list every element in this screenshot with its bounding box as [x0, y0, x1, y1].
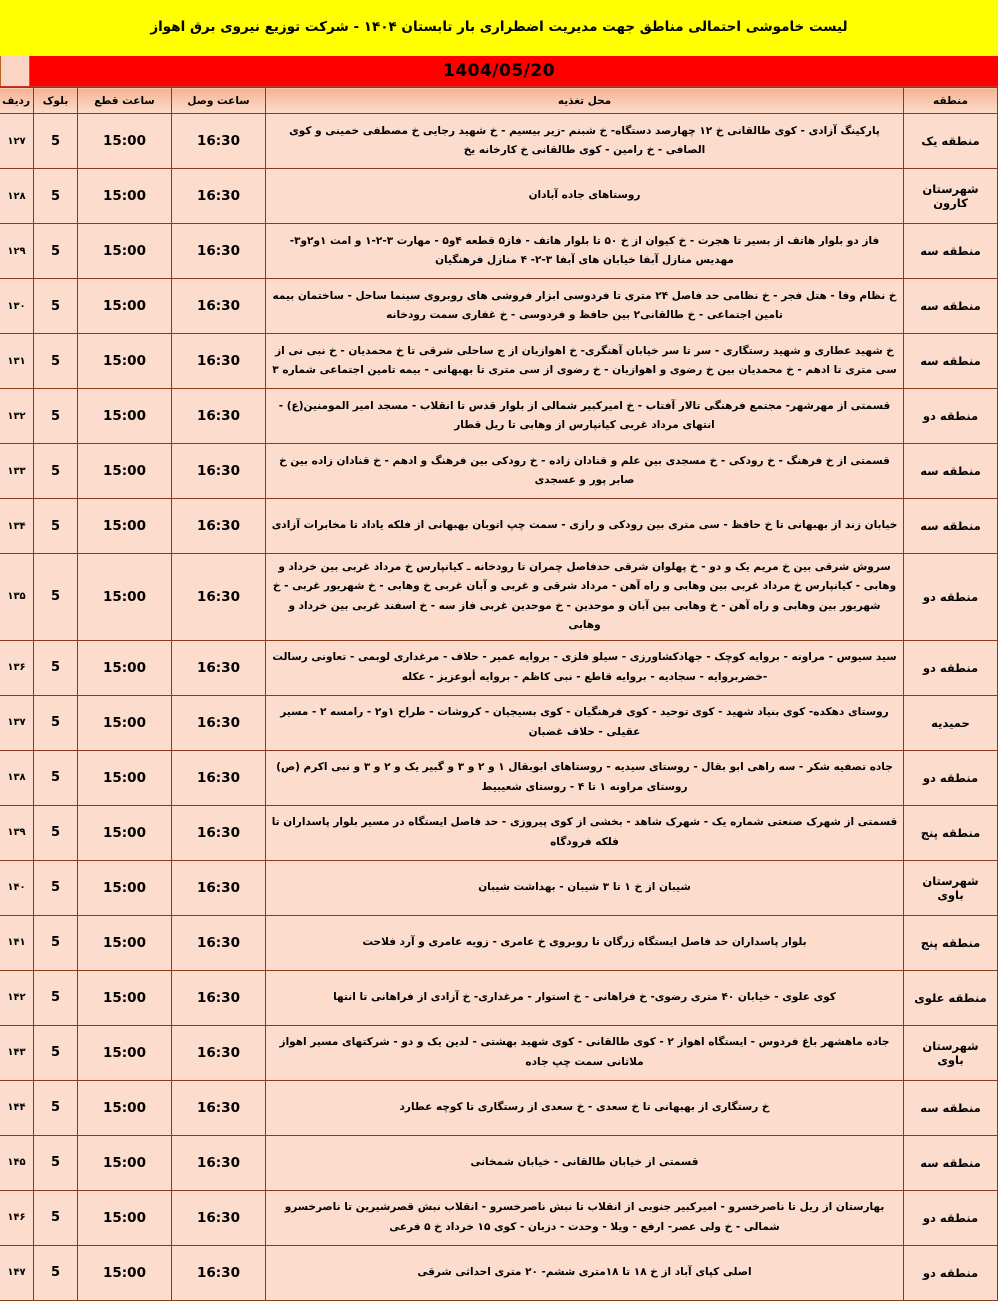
table-row — [0, 805, 998, 860]
cell-radif: ۱۲۸ — [0, 169, 34, 224]
table-row — [0, 334, 998, 389]
cell-place: قسمتی از خ فرهنگ - خ رودکی - خ مسجدی بین علم و قنادان زاده - خ رودکی بین فرهنگ و ادهم - خ قنادان زاده بین خ صابر پور و عسجدی — [266, 444, 904, 499]
cell-restore-time: 16:30 — [172, 860, 266, 915]
schedule-date: 1404/05/20 — [442, 61, 556, 81]
cell-block: 5 — [34, 1025, 78, 1080]
cell-place: جاده ماهشهر باغ فردوس - ایستگاه اهواز ۲ - کوی طالقانی - کوی شهید بهشتی - لدین یک و دو - شرکتهای مسیر اهواز ملاثانی سمت چپ جاده — [266, 1025, 904, 1080]
cell-cut-time: 15:00 — [78, 860, 172, 915]
table-row — [0, 640, 998, 695]
column-header-radif: ردیف — [0, 88, 34, 114]
cell-place: شیبان از خ ۱ تا ۳ شیبان - بهداشت شیبان — [266, 860, 904, 915]
cell-place: روستای دهکده- کوی بنیاد شهید - کوی توحید - کوی فرهنگیان - کوی بسیجیان - کروشات - طراح ۱و۲ - رامسه ۲ - مسیر عقیلی - حلاف غضبان — [266, 695, 904, 750]
cell-region: منطقه دو — [904, 554, 998, 641]
cell-restore-time: 16:30 — [172, 169, 266, 224]
cell-restore-time: 16:30 — [172, 1245, 266, 1300]
cell-block: 5 — [34, 750, 78, 805]
cell-place: خ رستگاری از بهبهانی تا خ سعدی - خ سعدی از رستگاری تا کوچه عطارد — [266, 1080, 904, 1135]
cell-place: فاز دو بلوار هاتف از بسیر تا هجرت - خ کیوان از خ ۵۰ تا بلوار هاتف - فاز۵ قطعه ۴و۵ - مهارت ۳-۲-۱ و امت ۱و۲و۳- مهدیس منازل آبفا خیابان های آبفا ۳-۲- ۴ منازل فرهنگیان — [266, 224, 904, 279]
cell-radif: ۱۴۱ — [0, 915, 34, 970]
cell-radif: ۱۳۸ — [0, 750, 34, 805]
cell-place: سروش شرقی بین خ مریم یک و دو - خ پهلوان شرقی حدفاصل چمران تا رودخانه ـ کیانپارس خ مرداد غربی بین خرداد و وهابی - کیانپارس خ مرداد غربی بین وهابی و راه آهن - مرداد شرقی و غربی و آبان غربی خ وهابی - خ شهریور غربی - خ شهریور بین وهابی و راه آهن - خ وهابی بین آبان و موحدین - خ موحدین غربی فاز سه - خ اسفند غربی بین خرداد و وهابی — [266, 554, 904, 641]
cell-cut-time: 15:00 — [78, 1135, 172, 1190]
cell-cut-time: 15:00 — [78, 1080, 172, 1135]
cell-cut-time: 15:00 — [78, 224, 172, 279]
cell-region: شهرستان باوی — [904, 1025, 998, 1080]
cell-cut-time: 15:00 — [78, 805, 172, 860]
cell-restore-time: 16:30 — [172, 1025, 266, 1080]
table-row — [0, 499, 998, 554]
cell-cut-time: 15:00 — [78, 750, 172, 805]
cell-place: خیابان زند از بهبهانی تا خ حافظ - سی متری بین رودکی و رازی - سمت چپ اتوبان بهبهانی از فلکه یاداد تا مخابرات آزادی — [266, 499, 904, 554]
table-row — [0, 554, 998, 641]
cell-restore-time: 16:30 — [172, 805, 266, 860]
cell-cut-time: 15:00 — [78, 114, 172, 169]
cell-cut-time: 15:00 — [78, 640, 172, 695]
cell-region: منطقه دو — [904, 389, 998, 444]
cell-cut-time: 15:00 — [78, 444, 172, 499]
cell-place: اصلی کپای آباد از خ ۱۸ تا ۱۸متری ششم- ۲۰ متری احداثی شرقی — [266, 1245, 904, 1300]
table-row — [0, 444, 998, 499]
cell-radif: ۱۳۵ — [0, 554, 34, 641]
cell-place: روستاهای جاده آبادان — [266, 169, 904, 224]
table-row — [0, 750, 998, 805]
table-row — [0, 114, 998, 169]
cell-radif: ۱۳۲ — [0, 389, 34, 444]
cell-radif: ۱۴۳ — [0, 1025, 34, 1080]
cell-region: منطقه سه — [904, 279, 998, 334]
cell-block: 5 — [34, 1190, 78, 1245]
cell-block: 5 — [34, 805, 78, 860]
cell-place: بلوار پاسداران حد فاصل ایستگاه زرگان تا روبروی خ عامری - زویه عامری و آرد فلاحت — [266, 915, 904, 970]
cell-region: منطقه پنج — [904, 805, 998, 860]
cell-radif: ۱۳۶ — [0, 640, 34, 695]
page-title: لیست خاموشی احتمالی مناطق جهت مدیریت اضطراری بار تابستان ۱۴۰۴ - شرکت توزیع نیروی برق اهواز — [150, 19, 848, 36]
cell-block: 5 — [34, 915, 78, 970]
cell-place: قسمتی از مهرشهر- مجتمع فرهنگی تالار آفتاب - خ امیرکبیر شمالی از بلوار قدس تا انقلاب - مسجد امیر المومنین(ع) - انتهای مرداد غربی کیانپارس از وهابی تا ریل قطار — [266, 389, 904, 444]
table-row — [0, 224, 998, 279]
cell-cut-time: 15:00 — [78, 695, 172, 750]
cell-place: کوی علوی - خیابان ۴۰ متری رضوی- خ فراهانی - خ استوار - مرغداری- خ آزادی از فراهانی تا انتها — [266, 970, 904, 1025]
cell-place: خ نظام وفا - هتل فجر - خ نظامی حد فاصل ۲۴ متری تا فردوسی ابزار فروشی های روبروی سینما ساحل - ساختمان بیمه تامین اجتماعی - خ طالقانی۲ بین حافظ و فردوسی - خ غفاری سمت رودخانه — [266, 279, 904, 334]
cell-restore-time: 16:30 — [172, 334, 266, 389]
cell-radif: ۱۳۷ — [0, 695, 34, 750]
cell-region: منطقه دو — [904, 640, 998, 695]
cell-region: منطقه دو — [904, 750, 998, 805]
cell-radif: ۱۳۴ — [0, 499, 34, 554]
table-row — [0, 389, 998, 444]
title-banner — [0, 0, 998, 56]
cell-region: منطقه سه — [904, 444, 998, 499]
cell-cut-time: 15:00 — [78, 1025, 172, 1080]
table-row — [0, 695, 998, 750]
cell-restore-time: 16:30 — [172, 695, 266, 750]
cell-block: 5 — [34, 279, 78, 334]
cell-place: قسمتی از شهرک صنعتی شماره یک - شهرک شاهد - بخشی از کوی پیروزی - حد فاصل ایستگاه در مسیر بلوار پاسداران تا فلکه فرودگاه — [266, 805, 904, 860]
cell-restore-time: 16:30 — [172, 499, 266, 554]
cell-restore-time: 16:30 — [172, 1135, 266, 1190]
cell-radif: ۱۴۶ — [0, 1190, 34, 1245]
cell-cut-time: 15:00 — [78, 334, 172, 389]
cell-block: 5 — [34, 444, 78, 499]
cell-radif: ۱۴۵ — [0, 1135, 34, 1190]
cell-block: 5 — [34, 1080, 78, 1135]
column-header-place: محل تغذیه — [266, 88, 904, 114]
cell-region: منطقه سه — [904, 1080, 998, 1135]
cell-radif: ۱۴۰ — [0, 860, 34, 915]
cell-block: 5 — [34, 1245, 78, 1300]
table-row — [0, 860, 998, 915]
column-header-cut-time: ساعت قطع — [78, 88, 172, 114]
cell-place: قسمتی از خیابان طالقانی - خیابان شمخانی — [266, 1135, 904, 1190]
cell-block: 5 — [34, 1135, 78, 1190]
cell-region: شهرستان کارون — [904, 169, 998, 224]
date-banner-corner-cell — [0, 56, 30, 86]
cell-restore-time: 16:30 — [172, 389, 266, 444]
cell-region: منطقه سه — [904, 334, 998, 389]
column-header-region: منطقه — [904, 88, 998, 114]
table-row — [0, 1025, 998, 1080]
table-row — [0, 1245, 998, 1300]
cell-cut-time: 15:00 — [78, 1245, 172, 1300]
cell-restore-time: 16:30 — [172, 554, 266, 641]
cell-cut-time: 15:00 — [78, 169, 172, 224]
table-row — [0, 970, 998, 1025]
cell-cut-time: 15:00 — [78, 554, 172, 641]
cell-restore-time: 16:30 — [172, 640, 266, 695]
cell-region: شهرستان باوی — [904, 860, 998, 915]
cell-restore-time: 16:30 — [172, 970, 266, 1025]
cell-cut-time: 15:00 — [78, 970, 172, 1025]
cell-region: منطقه دو — [904, 1245, 998, 1300]
cell-block: 5 — [34, 169, 78, 224]
date-banner — [0, 56, 998, 87]
cell-place: سید سیوس - مراونه - بروایه کوچک - جهادکشاورزی - سیلو فلزی - بروایه عمیر - حلاف - مرغداری لوبمی - تعاونی رسالت -خضربروایه - سجادیه - بروایه قاطع - نبی کاظم - بروایه أبوعزیز - عکله — [266, 640, 904, 695]
cell-block: 5 — [34, 695, 78, 750]
cell-radif: ۱۴۴ — [0, 1080, 34, 1135]
cell-block: 5 — [34, 860, 78, 915]
table-row — [0, 1190, 998, 1245]
cell-cut-time: 15:00 — [78, 915, 172, 970]
cell-cut-time: 15:00 — [78, 279, 172, 334]
cell-block: 5 — [34, 334, 78, 389]
cell-region: منطقه سه — [904, 499, 998, 554]
cell-block: 5 — [34, 970, 78, 1025]
cell-cut-time: 15:00 — [78, 499, 172, 554]
table-row — [0, 279, 998, 334]
cell-cut-time: 15:00 — [78, 1190, 172, 1245]
cell-place: پارکینگ آزادی - کوی طالقانی خ ۱۲ چهارصد دستگاه- خ شبنم -زیر بیسیم - خ شهید رجایی خ مصطفی خمینی و کوی الصافی - خ رامین - کوی طالقانی خ کارخانه یخ — [266, 114, 904, 169]
cell-restore-time: 16:30 — [172, 1080, 266, 1135]
cell-radif: ۱۲۷ — [0, 114, 34, 169]
cell-radif: ۱۲۹ — [0, 224, 34, 279]
outage-schedule-table — [0, 87, 998, 1301]
cell-restore-time: 16:30 — [172, 114, 266, 169]
cell-region: حمیدیه — [904, 695, 998, 750]
cell-region: منطقه سه — [904, 224, 998, 279]
cell-place: خ شهید عطاری و شهید رستگاری - سر تا سر خیابان آهنگری- خ اهوازیان از ج ساحلی شرقی تا خ محمدیان - خ نبی نی از سی متری تا ادهم - خ محمدیان بین خ رضوی و اهوازیان - خ رضوی از سی متری تا بهبهانی - بیمه تامین اجتماعی شماره ۳ — [266, 334, 904, 389]
cell-region: منطقه یک — [904, 114, 998, 169]
table-row — [0, 1135, 998, 1190]
cell-block: 5 — [34, 554, 78, 641]
cell-place: بهارستان از ریل تا ناصرخسرو - امیرکبیر جنوبی از انقلاب تا نبش ناصرخسرو - انقلاب نبش قصرشیرین تا ناصرخسرو شمالی - خ ولی عصر- ارفع - ویلا - وحدت - دزبان - کوی ۱۵ خرداد خ ۵ فرعی — [266, 1190, 904, 1245]
cell-region: منطقه دو — [904, 1190, 998, 1245]
cell-radif: ۱۳۱ — [0, 334, 34, 389]
cell-block: 5 — [34, 640, 78, 695]
cell-restore-time: 16:30 — [172, 224, 266, 279]
cell-restore-time: 16:30 — [172, 750, 266, 805]
cell-restore-time: 16:30 — [172, 279, 266, 334]
table-row — [0, 1080, 998, 1135]
cell-radif: ۱۴۲ — [0, 970, 34, 1025]
cell-cut-time: 15:00 — [78, 389, 172, 444]
cell-radif: ۱۴۷ — [0, 1245, 34, 1300]
cell-radif: ۱۳۰ — [0, 279, 34, 334]
cell-block: 5 — [34, 114, 78, 169]
cell-block: 5 — [34, 499, 78, 554]
cell-restore-time: 16:30 — [172, 915, 266, 970]
table-row — [0, 915, 998, 970]
cell-restore-time: 16:30 — [172, 1190, 266, 1245]
cell-region: منطقه علوی — [904, 970, 998, 1025]
table-header-row — [0, 88, 998, 114]
cell-block: 5 — [34, 389, 78, 444]
cell-block: 5 — [34, 224, 78, 279]
column-header-block: بلوک — [34, 88, 78, 114]
table-row — [0, 169, 998, 224]
cell-region: منطقه سه — [904, 1135, 998, 1190]
column-header-restore-time: ساعت وصل — [172, 88, 266, 114]
cell-region: منطقه پنج — [904, 915, 998, 970]
cell-place: جاده تصفیه شکر - سه راهی ابو بقال - روستای سیدیه - روستاهای ابوبقال ۱ و ۲ و ۳ و گبیر یک و ۲ و ۳ و نبی اکرم (ص) روستای مراونه ۱ تا ۴ - روستای شعیبیط — [266, 750, 904, 805]
cell-radif: ۱۳۹ — [0, 805, 34, 860]
cell-restore-time: 16:30 — [172, 444, 266, 499]
table-body — [0, 114, 998, 1301]
cell-radif: ۱۳۳ — [0, 444, 34, 499]
